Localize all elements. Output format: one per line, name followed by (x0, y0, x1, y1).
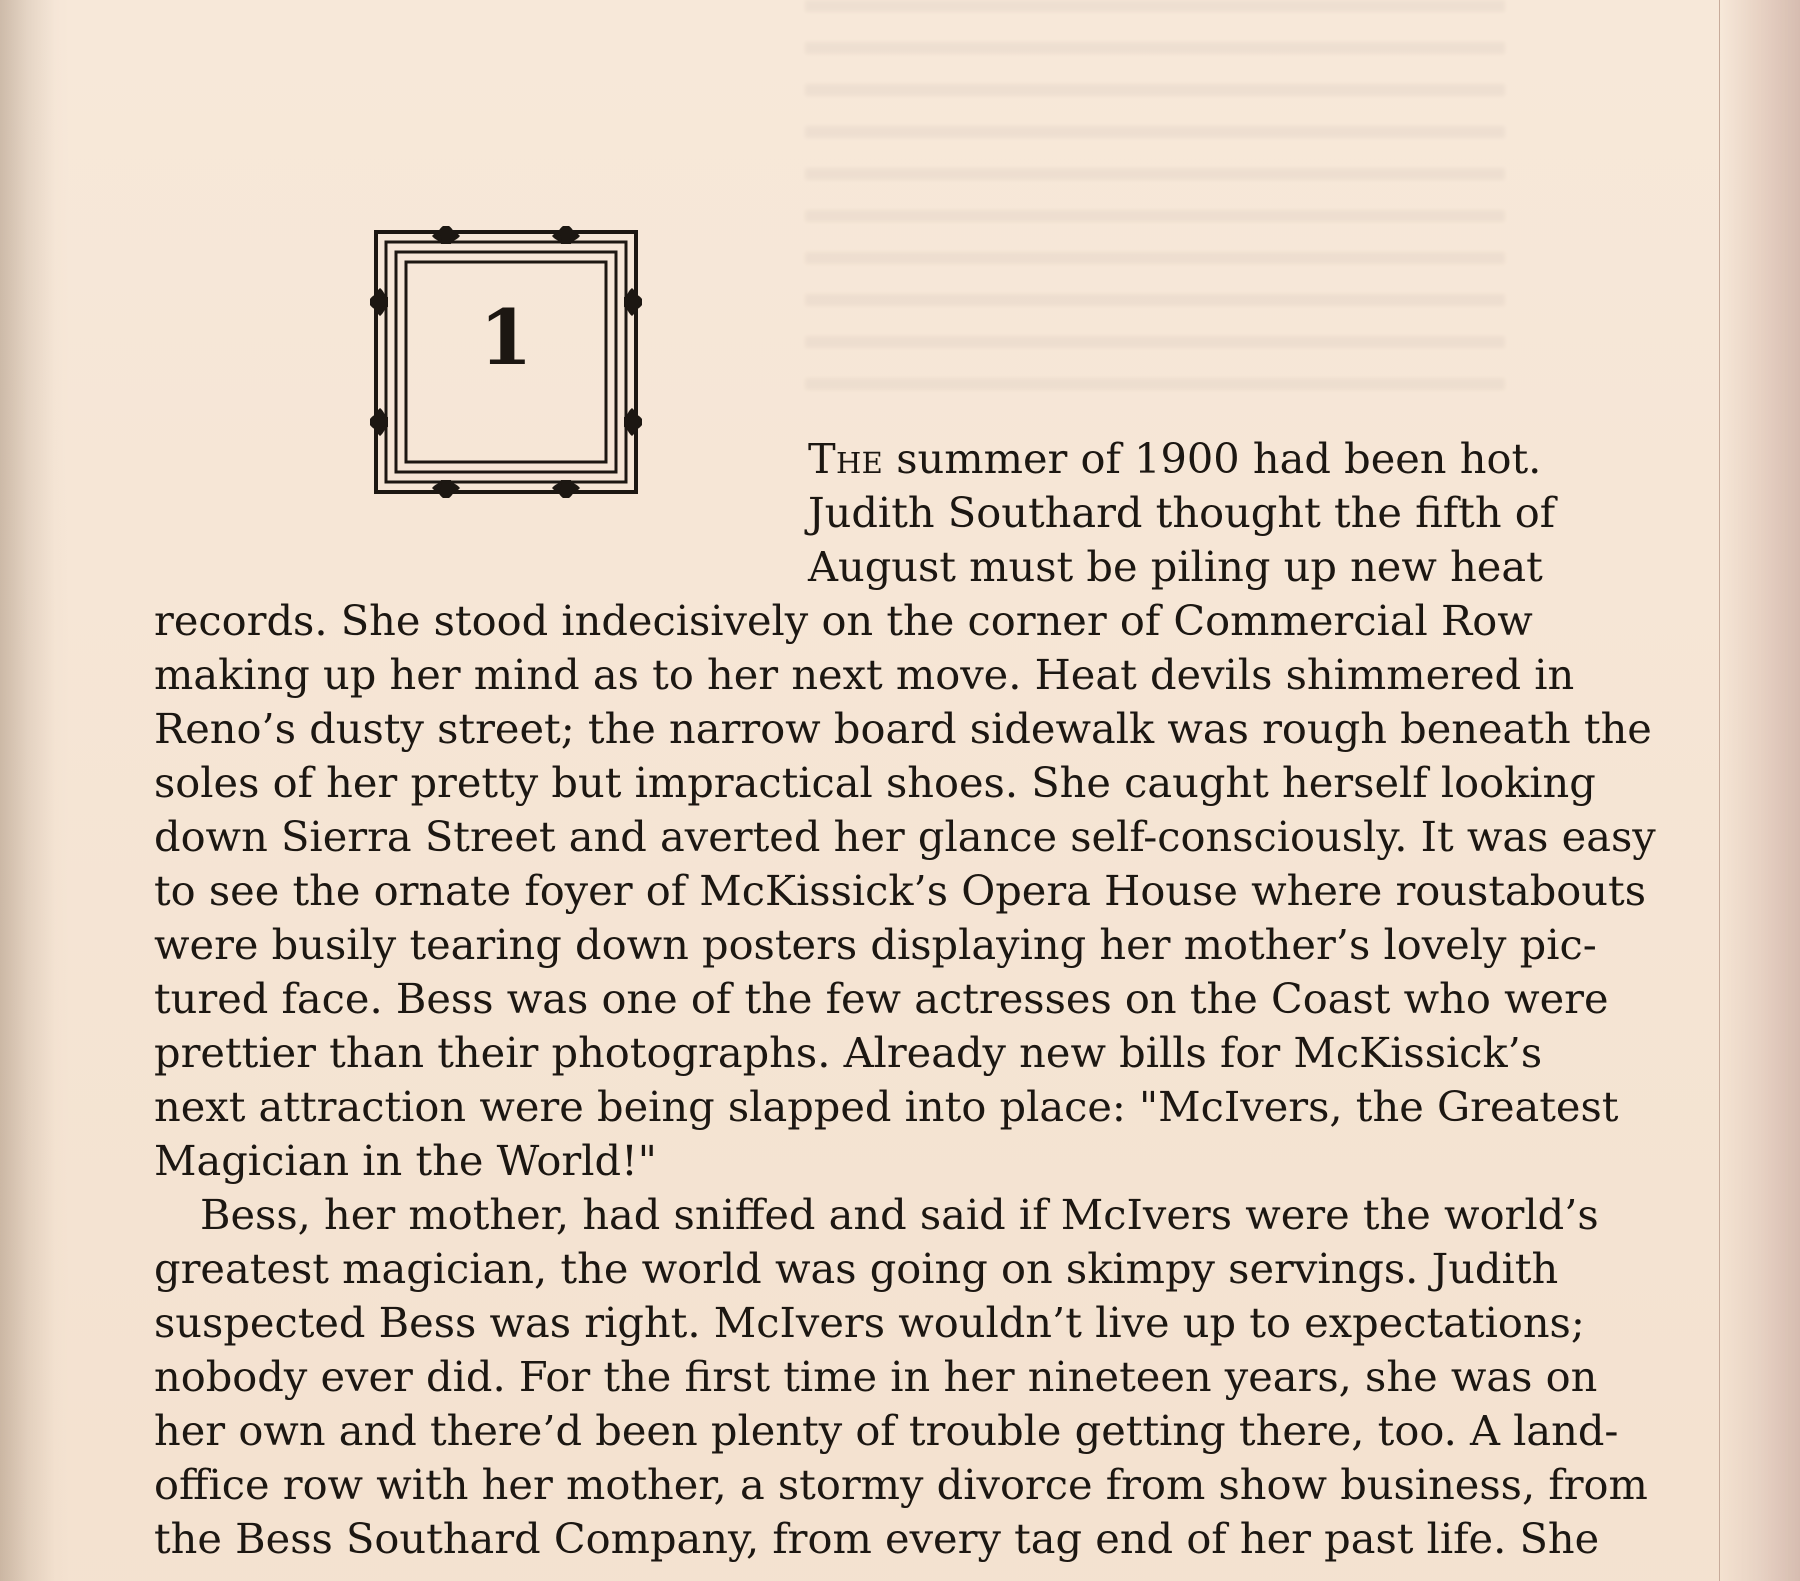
show-through-text (805, 0, 1505, 420)
smallcap-opening: The (808, 434, 884, 483)
text-line: the Bess Southard Company, from every tag end of her past life. She (154, 1514, 1600, 1563)
text-line: next attraction were being slapped into place: "McIvers, the Greatest (154, 1082, 1619, 1131)
text-line: prettier than their photographs. Already new bills for McKissick’s (154, 1028, 1543, 1077)
text-line: Reno’s dusty street; the narrow board sidewalk was rough beneath the (154, 704, 1652, 753)
text-line: her own and there’d been plenty of trouble getting there, too. A land- (154, 1406, 1619, 1455)
text-line: Bess, her mother, had sniffed and said if McIvers were the world’s (200, 1190, 1599, 1239)
text-line: were busily tearing down posters displaying her mother’s lovely pic- (154, 920, 1597, 969)
text-line: to see the ornate foyer of McKissick’s Opera House where roustabouts (154, 866, 1646, 915)
spine-shadow (0, 0, 55, 1581)
text-line: suspected Bess was right. McIvers wouldn’t live up to expectations; (154, 1298, 1585, 1347)
text-line: greatest magician, the world was going on skimpy servings. Judith (154, 1244, 1559, 1293)
text-line: nobody ever did. For the first time in her nineteen years, she was on (154, 1352, 1598, 1401)
text-line: Judith Southard thought the fifth of (808, 488, 1556, 537)
text-line: August must be piling up new heat (808, 542, 1543, 591)
text-line: records. She stood indecisively on the corner of Commercial Row (154, 596, 1533, 645)
text-line (808, 432, 1542, 486)
first-line-text: summer of 1900 had been hot. (883, 434, 1542, 483)
page-edge (1719, 0, 1800, 1581)
text-line: tured face. Bess was one of the few actresses on the Coast who were (154, 974, 1609, 1023)
text-line: office row with her mother, a stormy divorce from show business, from (154, 1460, 1648, 1509)
text-line: making up her mind as to her next move. Heat devils shimmered in (154, 650, 1575, 699)
text-line: soles of her pretty but impractical shoes. She caught herself looking (154, 758, 1596, 807)
chapter-text (154, 432, 1656, 1566)
text-line: down Sierra Street and averted her glance self-consciously. It was easy (154, 812, 1656, 861)
text-line: Magician in the World!" (154, 1136, 657, 1185)
chapter-number: 1 (479, 293, 533, 382)
